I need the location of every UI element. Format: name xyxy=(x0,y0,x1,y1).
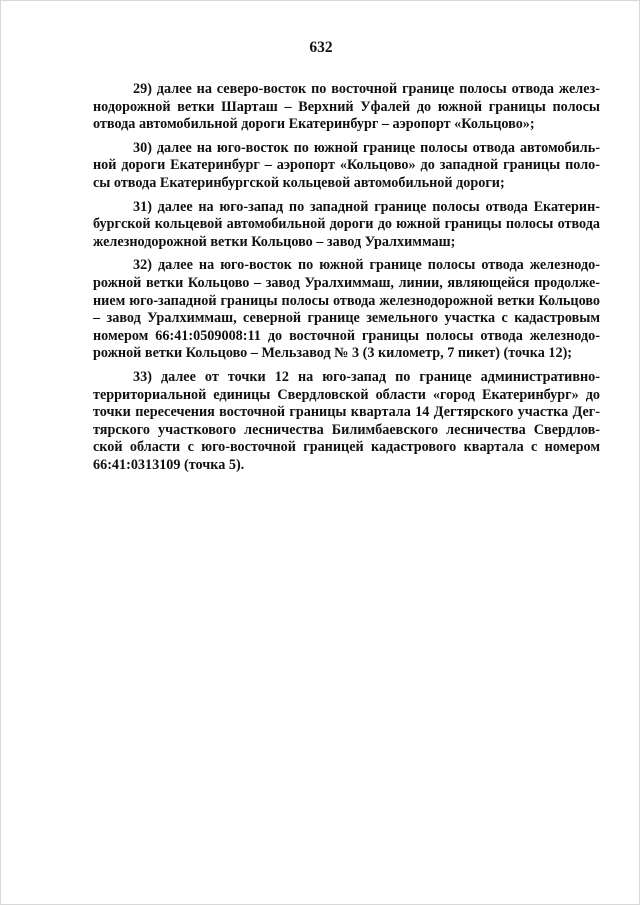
paragraph-33: 33) далее от точки 12 на юго-запад по границе административно-территориальной единицы Свердловской области «город Екатеринбург» до точки пересечения восточной границы квартала 14 Дегтярского участка Дегтярского участкового лесничества Билимбаевского лесничества Свердловской области с юго-восточной границей кадастрового квартала с номером 66:41:0313109 (точка 5). xyxy=(93,368,600,473)
paragraph-29: 29) далее на северо-восток по восточной границе полосы отвода железнодорожной ветки Шарташ – Верхний Уфалей до южной границы полосы отвода автомобильной дороги Екатеринбург – аэропорт «Кольцово»; xyxy=(93,81,600,133)
paragraph-31: 31) далее на юго-запад по западной границе полосы отвода Екатеринбургской кольцевой автомобильной дороги до южной границы полосы отвода железнодорожной ветки Кольцово – завод Уралхиммаш; xyxy=(93,198,600,250)
paragraph-32: 32) далее на юго-восток по южной границе полосы отвода железнодорожной ветки Кольцово – завод Уралхиммаш, линии, являющейся продолжением юго-западной границы полосы отвода железнодорожной ветки Кольцово – завод Уралхиммаш, северной границе земельного участка с кадастровым номером 66:41:0509008:11 до восточной границы полосы отвода железнодорожной ветки Кольцово – Мельзавод № 3 (3 километр, 7 пикет) (точка 12); xyxy=(93,257,600,362)
document-body xyxy=(93,81,600,480)
paragraph-30: 30) далее на юго-восток по южной границе полосы отвода автомобильной дороги Екатеринбург – аэропорт «Кольцово» до западной границы полосы отвода Екатеринбургской кольцевой автомобильной дороги; xyxy=(93,139,600,191)
page-number: 632 xyxy=(309,39,333,56)
